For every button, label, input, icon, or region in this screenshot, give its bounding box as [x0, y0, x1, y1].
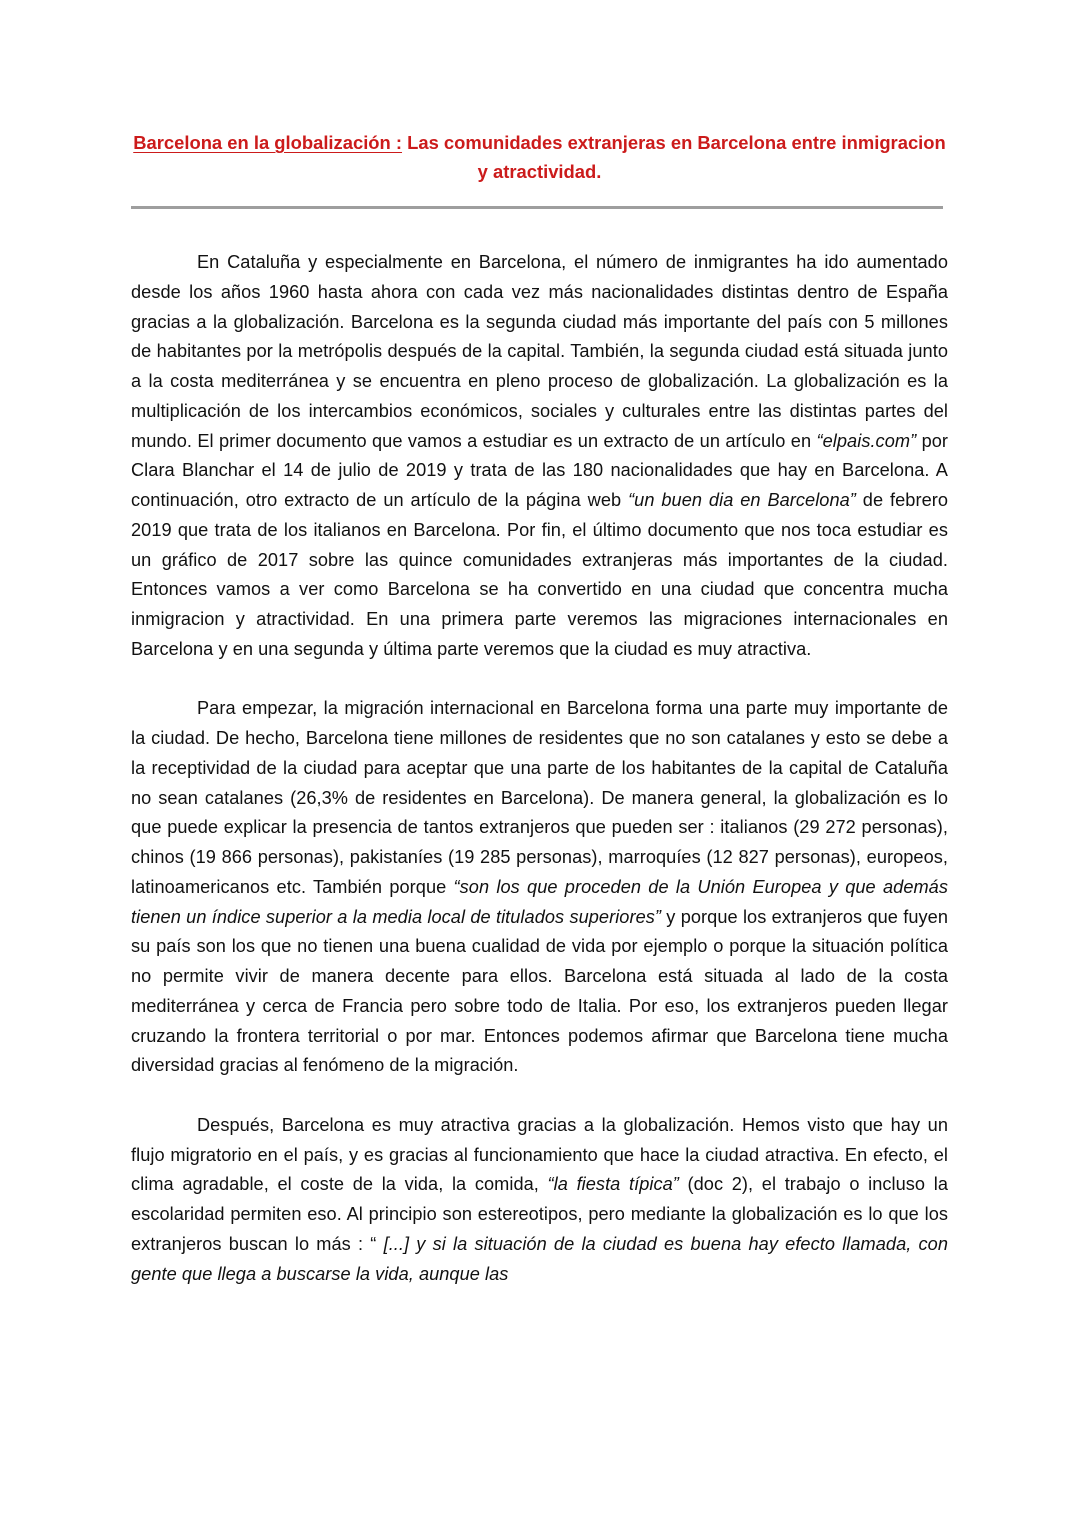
paragraph-text: Para empezar, la migración internacional en Barcelona forma una parte muy importante de la ciudad. De hecho, Barcelona tiene millones de residentes que no son catalanes y esto se debe a la receptividad de la ciudad para aceptar que una parte de los habitantes de la capital de Cataluña no sean catalanes (26,3% de residentes en Barcelona). De manera general, la globalización es lo que puede explicar la presencia de tantos extranjeros que pueden ser : italianos (29 272 personas), chinos (19 866 personas), pakistaníes (19 285 personas), marroquíes (12 827 personas), europeos, latinoamericanos etc. También porque	[131, 698, 948, 897]
paragraph-text: por Clara Blanchar el 14 de julio de 2019 y trata de las 180 nacionalidades que hay en Barcelona. A continuación, otro extracto de un artículo de la página web	[131, 430, 949, 510]
quoted-text: [...] y si la situación de la ciudad es buena hay efecto llamada, con gente que llega a buscarse la vida, aunque las	[131, 1233, 948, 1284]
quoted-text: “un buen dia en Barcelona”	[628, 490, 856, 510]
paragraph-introduction	[131, 248, 948, 665]
document-title	[131, 128, 948, 186]
document-body	[131, 248, 948, 1289]
paragraph-text: En Cataluña y especialmente en Barcelona, el número de inmigrantes ha ido aumentado desde los años 1960 hasta ahora con cada vez más nacionalidades distintas dentro de España gracias a la globalización. Barcelona es la segunda ciudad más importante del país con 5 millones de habitantes por la metrópolis después de la capital. También, la segunda ciudad está situada junto a la costa mediterránea y se encuentra en pleno proceso de globalización. La globalización es la multiplicación de los intercambios económicos, sociales y culturales entre las distintas partes del mundo. El primer documento que vamos a estudiar es un extracto de un artículo en	[131, 252, 948, 451]
document-page	[131, 128, 948, 1319]
title-rest: Las comunidades extranjeras en Barcelona entre inmigracion y atractividad.	[402, 132, 946, 182]
paragraph-text: Después, Barcelona es muy atractiva gracias a la globalización. Hemos visto que hay un flujo migratorio en el país, y es gracias al funcionamiento que hace la ciudad atractiva. En efecto, el clima agradable, el coste de la vida, la comida,	[131, 1114, 948, 1195]
title-divider	[131, 206, 943, 209]
quoted-text: “son los que proceden de la Unión Europea y que además tienen un índice superior a la media local de titulados superiores”	[131, 876, 948, 927]
paragraph-attractiveness	[131, 1111, 948, 1290]
paragraph-text: (doc 2), el trabajo o incluso la escolaridad permiten eso. Al principio son estereotipos, pero mediante la globalización es lo que los extranjeros buscan lo más : “	[131, 1174, 949, 1254]
paragraph-text: de febrero 2019 que trata de los italianos en Barcelona. Por fin, el último documento que nos toca estudiar es un gráfico de 2017 sobre las quince comunidades extranjeras más importantes de la ciudad. Entonces vamos a ver como Barcelona se ha convertido en una ciudad que concentra mucha inmigracion y atractividad. En una primera parte veremos las migraciones internacionales en Barcelona y en una segunda y última parte veremos que la ciudad es muy atractiva.	[131, 490, 949, 659]
paragraph-text: y porque los extranjeros que fuyen su país son los que no tienen una buena cualidad de vida por ejemplo o porque la situación política no permite vivir de manera decente para ellos. Barcelona está situada al lado de la costa mediterránea y cerca de Francia pero sobre todo de Italia. Por eso, los extranjeros pueden llegar cruzando la frontera territorial o por mar. Entonces podemos afirmar que Barcelona tiene mucha diversidad gracias al fenómeno de la migración.	[131, 906, 948, 1076]
paragraph-migration	[131, 694, 948, 1081]
quoted-text: “elpais.com”	[816, 430, 917, 451]
quoted-text: “la fiesta típica”	[547, 1174, 679, 1195]
title-lead: Barcelona en la globalización :	[133, 132, 403, 153]
